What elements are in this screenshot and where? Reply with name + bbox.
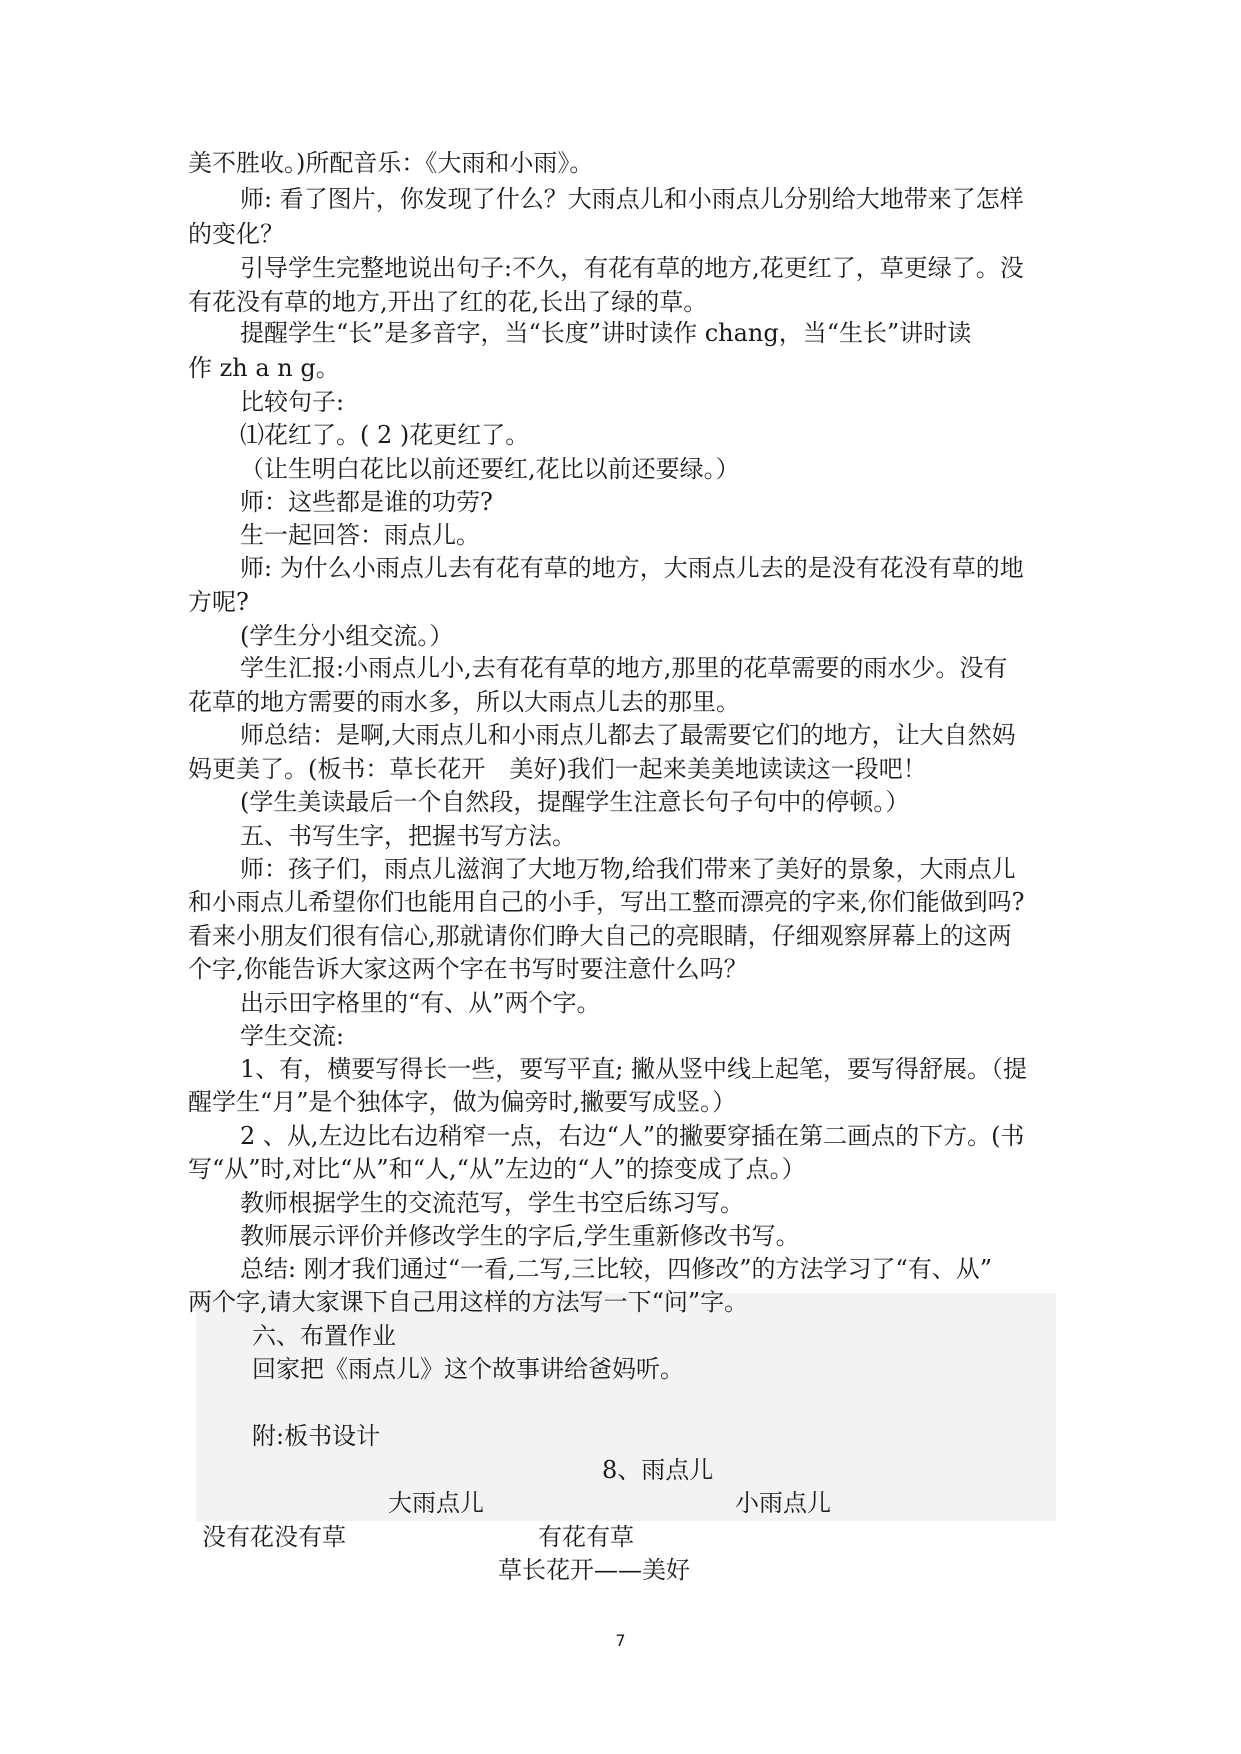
board-result: 草长花开——美好 bbox=[498, 1556, 690, 1584]
text-line: 教师根据学生的交流范写，学生书空后练习写。 bbox=[240, 1189, 744, 1217]
text-line: 引导学生完整地说出句子:不久，有花有草的地方,花更红了，草更绿了。没 bbox=[240, 254, 1024, 282]
text-line: 师: 为什么小雨点儿去有花有草的地方，大雨点儿去的是没有花没有草的地 bbox=[240, 554, 1024, 582]
text-line: 看来小朋友们很有信心,那就请你们睁大自己的亮眼睛，仔细观察屏幕上的这两 bbox=[188, 922, 1012, 950]
text-line: 和小雨点儿希望你们也能用自己的小手，写出工整而漂亮的字来,你们能做到吗? bbox=[188, 888, 1025, 916]
text-line: 提醒学生“长”是多音字，当“长度”讲时读作 chang，当“生长”讲时读 bbox=[240, 319, 972, 347]
text-line: （让生明白花比以前还要红,花比以前还要绿。） bbox=[240, 455, 740, 483]
text-line: 师: 看了图片，你发现了什么？大雨点儿和小雨点儿分别给大地带来了怎样 bbox=[240, 185, 1024, 213]
text-line: (学生分小组交流。） bbox=[240, 622, 454, 650]
text-line: 妈更美了。(板书：草长花开 美好)我们一起来美美地读读这一段吧！ bbox=[188, 755, 927, 783]
text-line: (学生美读最后一个自然段，提醒学生注意长句子句中的停顿。） bbox=[240, 788, 910, 816]
text-line: 花草的地方需要的雨水多，所以大雨点儿去的那里。 bbox=[188, 688, 740, 716]
text-line: 写“从”时,对比“从”和“人,“从”左边的“人”的捺变成了点。） bbox=[188, 1155, 806, 1183]
text-line: 美不胜收。)所配音乐：《大雨和小雨》。 bbox=[188, 149, 594, 177]
board-has-flowers: 有花有草 bbox=[538, 1523, 634, 1551]
board-small-rain: 小雨点儿 bbox=[735, 1489, 831, 1517]
text-line: 比较句子: bbox=[240, 388, 345, 416]
text-line: 醒学生“月”是个独体字，做为偏旁时,撇要写成竖。） bbox=[188, 1088, 737, 1116]
board-big-rain: 大雨点儿 bbox=[388, 1489, 484, 1517]
text-line: 回家把《雨点儿》这个故事讲给爸妈听。 bbox=[252, 1355, 684, 1383]
text-line: 总结: 刚才我们通过“一看,二写,三比较，四修改”的方法学习了“有、从” bbox=[240, 1255, 993, 1283]
text-line: 2 、从,左边比右边稍窄一点，右边“人”的撇要穿插在第二画点的下方。(书 bbox=[240, 1122, 1025, 1150]
text-line: 两个字,请大家课下自己用这样的方法写一下“问”字。 bbox=[188, 1288, 749, 1316]
page-number: 7 bbox=[615, 1631, 626, 1650]
text-line: 师：孩子们，雨点儿滋润了大地万物,给我们带来了美好的景象，大雨点儿 bbox=[240, 855, 1016, 883]
text-line: 教师展示评价并修改学生的字后,学生重新修改书写。 bbox=[240, 1222, 800, 1250]
text-line: 1、有，横要写得长一些，要写平直; 撇从竖中线上起笔，要写得舒展。（提 bbox=[240, 1055, 1027, 1083]
text-line: ⑴花红了。( 2 )花更红了。 bbox=[240, 421, 530, 449]
text-line: 学生汇报:小雨点儿小,去有花有草的地方,那里的花草需要的雨水少。没有 bbox=[240, 654, 1008, 682]
text-line: 方呢? bbox=[188, 588, 249, 616]
text-line: 作 zh a n g。 bbox=[188, 354, 340, 382]
text-line: 有花没有草的地方,开出了红的花,长出了绿的草。 bbox=[188, 288, 708, 316]
board-title: 8、雨点儿 bbox=[602, 1456, 714, 1484]
section-heading: 六、布置作业 bbox=[252, 1322, 396, 1350]
text-line: 生一起回答：雨点儿。 bbox=[240, 521, 480, 549]
board-no-flowers: 没有花没有草 bbox=[202, 1523, 346, 1551]
text-line: 个字,你能告诉大家这两个字在书写时要注意什么吗？ bbox=[188, 955, 748, 983]
text-line: 师：这些都是谁的功劳? bbox=[240, 488, 493, 516]
text-line: 出示田字格里的“有、从”两个字。 bbox=[240, 989, 601, 1017]
text-line: 学生交流: bbox=[240, 1022, 345, 1050]
text-line: 的变化？ bbox=[188, 220, 284, 248]
text-line: 师总结：是啊,大雨点儿和小雨点儿都去了最需要它们的地方，让大自然妈 bbox=[240, 721, 1016, 749]
board-design-label: 附:板书设计 bbox=[252, 1422, 381, 1450]
section-heading: 五、书写生字，把握书写方法。 bbox=[240, 822, 576, 850]
